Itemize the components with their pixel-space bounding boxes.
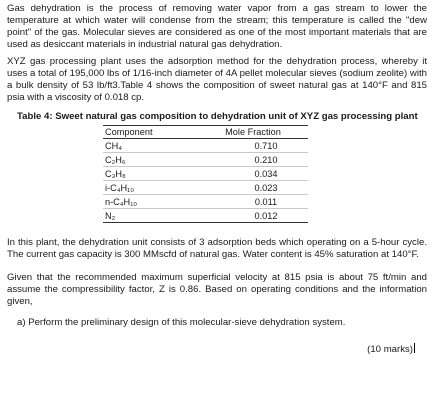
document-page	[7, 3, 427, 356]
given-data-paragraph: Given that the recommended maximum superficial velocity at 815 psia is about 75 ft/min and assume the compressibility factor, Z is 0.86. Based on operating conditions and the information given,	[7, 272, 427, 307]
component-cell: C₂H₆	[103, 153, 198, 167]
mole-fraction-cell: 0.034	[198, 167, 308, 181]
question-a: a) Perform the preliminary design of this molecular-sieve dehydration system.	[17, 317, 346, 328]
marks-line	[7, 343, 427, 356]
table-row	[103, 181, 308, 195]
component-cell: C₃H₈	[103, 167, 198, 181]
column-header-mole-fraction: Mole Fraction	[198, 126, 308, 139]
table-row	[103, 209, 308, 223]
column-header-component: Component	[103, 126, 198, 139]
component-cell: n-C₄H₁₀	[103, 195, 198, 209]
table-header-row	[103, 126, 308, 139]
component-cell: i-C₄H₁₀	[103, 181, 198, 195]
mole-fraction-cell: 0.210	[198, 153, 308, 167]
mole-fraction-cell: 0.710	[198, 139, 308, 153]
marks-label: (10 marks)	[367, 344, 413, 355]
composition-table	[103, 125, 308, 223]
component-cell: N₂	[103, 209, 198, 223]
table-row	[103, 195, 308, 209]
text-cursor	[414, 343, 415, 353]
mole-fraction-cell: 0.023	[198, 181, 308, 195]
table-row	[103, 167, 308, 181]
component-cell: CH₄	[103, 139, 198, 153]
table-row	[103, 139, 308, 153]
table-caption: Table 4: Sweet natural gas composition to dehydration unit of XYZ gas processing plant	[17, 111, 418, 122]
plant-description-paragraph: XYZ gas processing plant uses the adsorption method for the dehydration process, whereby it uses a total of 195,000 lbs of 1/16-inch diameter of 4A pellet molecular sieves (sodium zeolite) with a bulk density of 53 lb/ft3.Table 4 shows the composition of sweet natural gas at 140°F and 815 psia with a viscosity of 0.018 cp.	[7, 56, 427, 103]
table-row	[103, 153, 308, 167]
intro-paragraph: Gas dehydration is the process of removing water vapor from a gas stream to lower the temperature at which water will condense from the stream; this temperature is called the "dew point" of the gas. Molecular sieves are considered as one of the most important materials that are used as desiccant materials in industrial natural gas dehydration.	[7, 3, 427, 50]
mole-fraction-cell: 0.011	[198, 195, 308, 209]
operating-conditions-paragraph: In this plant, the dehydration unit consists of 3 adsorption beds which operating on a 5-hour cycle. The current gas capacity is 300 MMscfd of natural gas. Water content is 45% saturation at 140°F.	[7, 237, 427, 260]
mole-fraction-cell: 0.012	[198, 209, 308, 223]
